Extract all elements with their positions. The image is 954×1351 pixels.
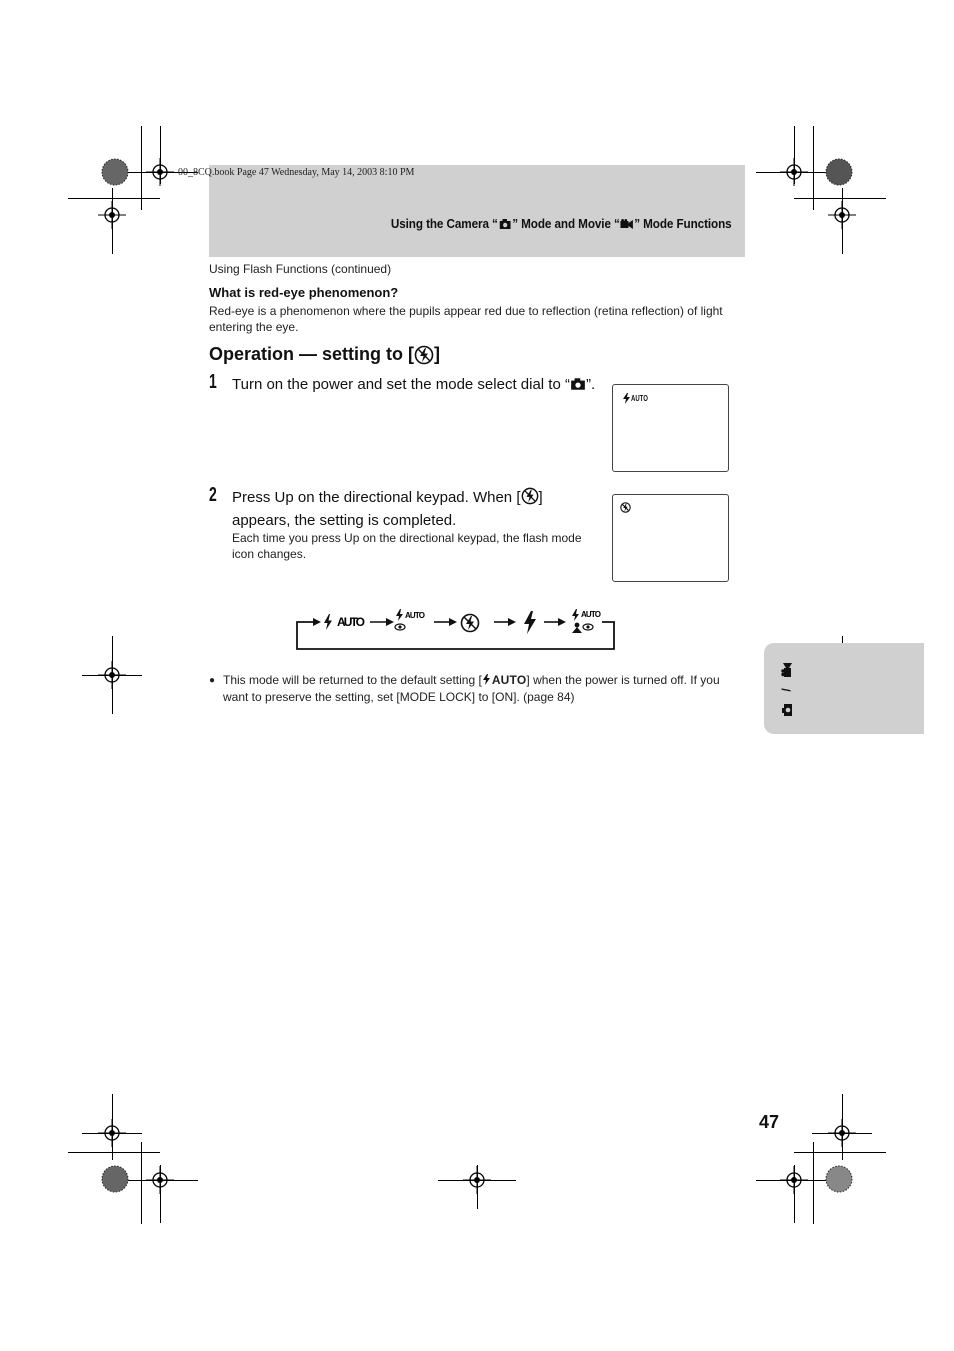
flash-mode-cycle-diagram — [294, 606, 618, 652]
arrow-icon — [558, 618, 566, 626]
cycle-label-auto: AUTO — [581, 610, 601, 619]
step-text-before: Turn on the power and set the mode select dial to “ — [232, 376, 570, 393]
note-text-before: This mode will be returned to the default setting [ — [223, 673, 482, 687]
registration-mark-icon — [146, 158, 174, 186]
flash-on-icon — [524, 611, 536, 634]
step-text-after: ”. — [585, 376, 596, 393]
flash-auto-icon — [483, 674, 490, 685]
redeye-body: Red-eye is a phenomenon where the pupils appear red due to reflection (retina reflection) of light entering the eye. — [209, 304, 723, 334]
step-text-before: Press Up on the directional keypad. When [ — [232, 489, 521, 506]
step-number: 2 — [209, 484, 217, 506]
registration-mark-icon — [98, 201, 126, 229]
header-title-part2: ” Mode and Movie “ — [512, 216, 621, 231]
header-title-part1: Using the Camera “ — [391, 216, 499, 231]
side-tab-icons — [779, 663, 795, 717]
arrow-icon — [449, 618, 457, 626]
note-text-after: ] when the power is turned off. If you want to preserve the setting, set [MODE LOCK] to [ON]. (page 84) — [223, 673, 720, 704]
movie-camera-icon — [780, 663, 794, 677]
side-tab — [764, 643, 924, 734]
crop-mark — [813, 1142, 814, 1224]
bullet: ● — [209, 675, 216, 686]
operation-title — [209, 344, 440, 365]
flash-off-icon — [462, 615, 479, 632]
note-text — [223, 672, 747, 706]
flash-auto-icon — [623, 393, 630, 404]
page-number: 47 — [759, 1112, 780, 1132]
crop-mark — [68, 198, 160, 199]
registration-mark-icon — [463, 1166, 491, 1194]
registration-mark-icon — [98, 661, 126, 689]
crop-mark — [794, 1152, 886, 1153]
registration-mark-icon — [98, 1119, 126, 1147]
running-head: Using Flash Functions (continued) — [209, 262, 392, 276]
step-number: 1 — [209, 371, 217, 393]
star-target-icon — [825, 1165, 853, 1193]
lcd-screen — [612, 494, 729, 582]
registration-mark-icon — [780, 1166, 808, 1194]
registration-mark-icon — [828, 201, 856, 229]
step-text — [232, 374, 597, 395]
cycle-label-auto: AUTO — [337, 615, 365, 629]
step-text — [232, 486, 592, 532]
side-tab-separator: / — [780, 688, 794, 692]
arrow-icon — [386, 618, 394, 626]
arrow-icon — [508, 618, 516, 626]
header-band — [209, 165, 745, 257]
print-info: 00_8CQ.book Page 47 Wednesday, May 14, 2003 8:10 PM — [178, 167, 415, 178]
operation-title-prefix: Operation — setting to [ — [209, 344, 414, 364]
red-eye-auto-icon — [396, 609, 403, 621]
lcd-flash-label: AUTO — [631, 394, 648, 403]
lcd-screen — [612, 384, 729, 472]
star-target-icon — [825, 158, 853, 186]
header-title-part3: ” Mode Functions — [634, 216, 732, 231]
crop-mark — [141, 1142, 142, 1224]
movie-camera-icon — [621, 219, 634, 229]
flash-off-icon — [414, 345, 434, 365]
registration-mark-icon — [828, 1119, 856, 1147]
star-target-icon — [101, 1165, 129, 1193]
crop-mark — [68, 1152, 160, 1153]
crop-mark — [794, 198, 886, 199]
arrow-icon — [313, 618, 321, 626]
note-icon-label: AUTO — [491, 673, 527, 687]
operation-title-suffix: ] — [434, 344, 440, 364]
cycle-label-auto: AUTO — [405, 611, 425, 620]
camera-icon — [499, 219, 512, 229]
redeye-heading: What is red-eye phenomenon? — [209, 285, 399, 300]
step-text-after: ] appears, the setting is completed. — [232, 489, 543, 529]
flash-auto-icon — [324, 614, 332, 630]
lcd-status — [623, 393, 654, 404]
camera-icon — [780, 703, 794, 717]
star-target-icon — [101, 158, 129, 186]
flash-off-icon — [620, 502, 631, 513]
registration-mark-icon — [780, 158, 808, 186]
camera-icon — [570, 378, 586, 390]
page-header-title — [391, 216, 732, 231]
registration-mark-icon — [146, 1166, 174, 1194]
flash-off-icon — [521, 487, 539, 505]
red-eye-night-auto-icon — [572, 609, 579, 621]
step-subtext: Each time you press Up on the directional keypad, the flash mode icon changes. — [232, 531, 582, 561]
